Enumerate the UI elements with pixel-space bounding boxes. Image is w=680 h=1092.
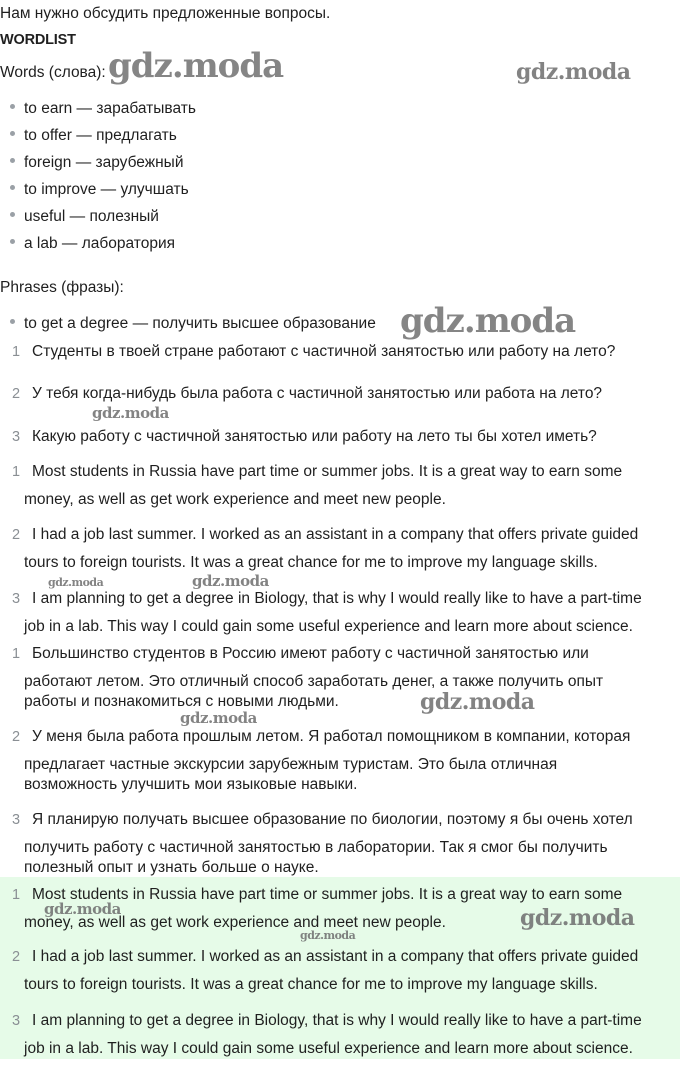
bullet-icon xyxy=(10,158,15,163)
word-item: useful — полезный xyxy=(10,207,159,227)
bullet-icon xyxy=(10,185,15,190)
word-item: to improve — улучшать xyxy=(10,180,189,200)
answer-en-repeat-item: 1 Most students in Russia have part time or summer jobs. It is a great way to earn some xyxy=(12,886,623,903)
watermark-logo: gdz.moda xyxy=(44,900,121,918)
answer-en-line: money, as well as get work experience and meet new people. xyxy=(24,491,446,508)
watermark-logo: gdz.moda xyxy=(420,689,535,715)
answer-en-repeat-line: job in a lab. This way I could gain some useful experience and learn more about science. xyxy=(24,1040,633,1057)
watermark-logo: gdz.moda xyxy=(180,709,257,727)
watermark-logo: gdz.moda xyxy=(192,572,269,590)
answer-ru-line: работы и познакомиться с новыми людьми. xyxy=(24,693,339,710)
word-item: to earn — зарабатывать xyxy=(10,99,196,119)
words-label: Words (слова): xyxy=(0,64,106,81)
bullet-icon xyxy=(10,319,15,324)
word-item: foreign — зарубежный xyxy=(10,153,183,173)
watermark-logo: gdz.moda xyxy=(92,404,169,422)
bullet-icon xyxy=(10,212,15,217)
bullet-icon xyxy=(10,131,15,136)
answer-en-item: 3 I am planning to get a degree in Biology, that is why I would really like to have a part-time xyxy=(12,590,642,607)
watermark-logo: gdz.moda xyxy=(48,576,104,589)
answer-ru-line: работают летом. Это отличный способ заработать денег, а также получить опыт xyxy=(24,673,604,690)
word-item: to offer — предлагать xyxy=(10,126,177,146)
answer-en-item: 1 Most students in Russia have part time or summer jobs. It is a great way to earn some xyxy=(12,463,623,480)
watermark-logo: gdz.moda xyxy=(108,46,284,86)
watermark-logo: gdz.moda xyxy=(400,301,576,341)
answer-en-repeat-line: tours to foreign tourists. It was a great chance for me to improve my language skills. xyxy=(24,976,598,993)
intro-text: Нам нужно обсудить предложенные вопросы. xyxy=(0,5,331,22)
bullet-icon xyxy=(10,239,15,244)
phrase-item: to get a degree — получить высшее образование xyxy=(10,314,376,334)
answer-en-repeat-item: 3 I am planning to get a degree in Biology, that is why I would really like to have a part-time xyxy=(12,1012,642,1029)
answer-ru-item: 3 Я планирую получать высшее образование по биологии, поэтому я бы очень хотел xyxy=(12,811,633,828)
phrases-label: Phrases (фразы): xyxy=(0,279,124,296)
watermark-logo: gdz.moda xyxy=(300,929,356,942)
bullet-icon xyxy=(10,104,15,109)
question-item: 2 У тебя когда-нибудь была работа с частичной занятостью или работа на лето? xyxy=(12,385,603,402)
answer-en-repeat-line: money, as well as get work experience and meet new people. xyxy=(24,914,446,931)
word-item: a lab — лаборатория xyxy=(10,234,175,254)
answer-en-line: job in a lab. This way I could gain some useful experience and learn more about science. xyxy=(24,618,633,635)
answer-ru-line: предлагает частные экскурсии зарубежным туристам. Это была отличная xyxy=(24,756,558,773)
watermark-logo: gdz.moda xyxy=(520,905,635,931)
watermark-logo: gdz.moda xyxy=(516,59,631,85)
answer-ru-item: 2 У меня была работа прошлым летом. Я работал помощником в компании, которая xyxy=(12,728,631,745)
wordlist-heading: WORDLIST xyxy=(0,32,76,48)
answer-en-repeat-item: 2 I had a job last summer. I worked as an assistant in a company that offers private guided xyxy=(12,948,639,965)
question-item: 1 Студенты в твоей стране работают с частичной занятостью или работу на лето? xyxy=(12,343,616,360)
answer-en-line: tours to foreign tourists. It was a great chance for me to improve my language skills. xyxy=(24,554,598,571)
question-item: 3 Какую работу с частичной занятостью или работу на лето ты бы хотел иметь? xyxy=(12,428,597,445)
answer-en-item: 2 I had a job last summer. I worked as an assistant in a company that offers private guided xyxy=(12,526,639,543)
answer-ru-line: возможность улучшить мои языковые навыки. xyxy=(24,776,358,793)
answer-ru-line: получить работу с частичной занятостью в лаборатории. Так я смог бы получить xyxy=(24,839,608,856)
answer-ru-item: 1 Большинство студентов в Россию имеют работу с частичной занятостью или xyxy=(12,645,589,662)
answer-ru-line: полезный опыт и узнать больше о науке. xyxy=(24,859,319,876)
